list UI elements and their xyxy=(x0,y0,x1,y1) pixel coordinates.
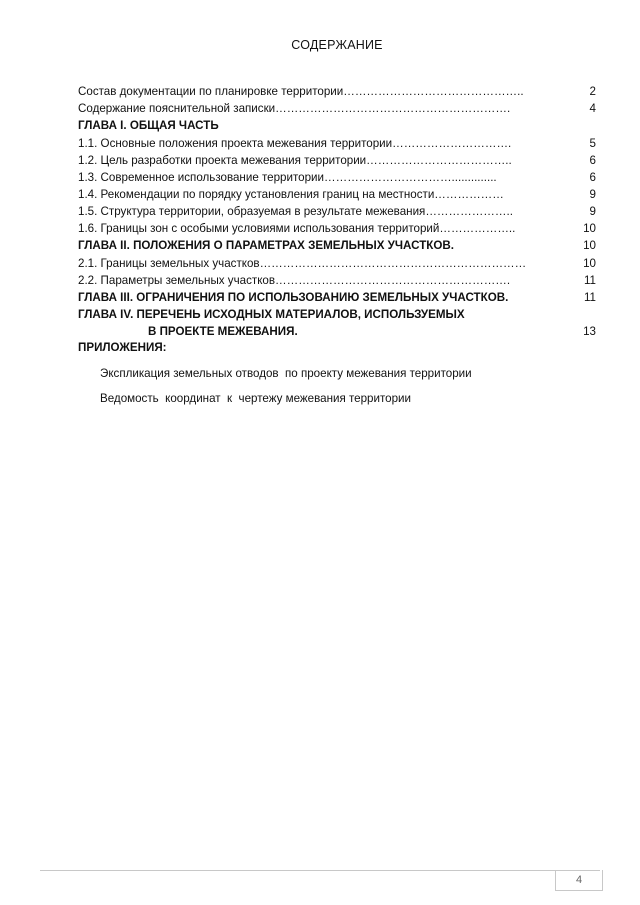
toc-entry xyxy=(78,84,598,100)
toc-appendix-heading: ПРИЛОЖЕНИЯ: xyxy=(78,341,167,354)
toc-entry-text: 1.1. Основные положения проекта межевания территории…………………………. xyxy=(78,137,512,150)
toc-entry xyxy=(78,273,598,289)
toc-entry-page: 10 xyxy=(583,257,596,270)
toc-entry-text: Содержание пояснительной записки……………………………………………………. xyxy=(78,102,511,115)
toc-entry-page: 13 xyxy=(583,325,596,338)
toc-entry xyxy=(78,187,598,203)
toc-entry-page: 4 xyxy=(589,102,596,115)
page-title: СОДЕРЖАНИЕ xyxy=(291,38,383,52)
toc-chapter-entry xyxy=(78,238,598,254)
toc-chapter-entry xyxy=(78,324,598,340)
appendix-item: Экспликация земельных отводов по проекту межевания территории xyxy=(100,367,472,380)
toc-entry-text: Состав документации по планировке территории……………………………………….. xyxy=(78,85,524,98)
toc-entry xyxy=(78,136,598,152)
toc-chapter-heading: ГЛАВА II. ПОЛОЖЕНИЯ О ПАРАМЕТРАХ ЗЕМЕЛЬНЫХ УЧАСТКОВ. xyxy=(78,239,454,252)
toc-entry-text: 2.2. Параметры земельных участков……………………………………………………. xyxy=(78,274,511,287)
footer-rule xyxy=(40,870,600,871)
toc-chapter-heading: ГЛАВА III. ОГРАНИЧЕНИЯ ПО ИСПОЛЬЗОВАНИЮ ЗЕМЕЛЬНЫХ УЧАСТКОВ. xyxy=(78,291,509,304)
toc-entry-page: 10 xyxy=(583,222,596,235)
appendix-item: Ведомость координат к чертежу межевания территории xyxy=(100,392,411,405)
toc-entry-text: 1.3. Современное использование территории…………………………….............. xyxy=(78,171,497,184)
toc-chapter-heading: В ПРОЕКТЕ МЕЖЕВАНИЯ. xyxy=(148,325,298,338)
toc-entry-page: 6 xyxy=(589,171,596,184)
toc-entry-page: 2 xyxy=(589,85,596,98)
toc-entry-page: 5 xyxy=(589,137,596,150)
toc-entry-page: 9 xyxy=(589,188,596,201)
toc-entry xyxy=(78,204,598,220)
toc-entry-page: 10 xyxy=(583,239,596,252)
toc-entry-page: 6 xyxy=(589,154,596,167)
toc-entry-text: 1.6. Границы зон с особыми условиями использования территорий……………….. xyxy=(78,222,516,235)
toc-entry xyxy=(78,256,598,272)
toc-entry-text: 2.1. Границы земельных участков…………………………………………………………… xyxy=(78,257,527,270)
toc-entry-text: 1.4. Рекомендации по порядку установления границ на местности……………… xyxy=(78,188,504,201)
footer-page-number: 4 xyxy=(555,870,603,891)
toc-entry xyxy=(78,221,598,237)
toc-entry-page: 11 xyxy=(583,291,596,304)
toc-entry-text: 1.2. Цель разработки проекта межевания территории……………………………….. xyxy=(78,154,512,167)
toc-entry-page: 11 xyxy=(583,274,596,287)
toc-entry xyxy=(78,170,598,186)
toc-chapter-heading: ГЛАВА IV. ПЕРЕЧЕНЬ ИСХОДНЫХ МАТЕРИАЛОВ, ИСПОЛЬЗУЕМЫХ xyxy=(78,308,465,321)
toc-entry xyxy=(78,153,598,169)
toc-chapter-entry xyxy=(78,290,598,306)
toc-entry-page: 9 xyxy=(589,205,596,218)
toc-chapter-heading: ГЛАВА I. ОБЩАЯ ЧАСТЬ xyxy=(78,119,219,132)
toc-entry-text: 1.5. Структура территории, образуемая в результате межевания………………….. xyxy=(78,205,513,218)
toc-entry xyxy=(78,101,598,117)
